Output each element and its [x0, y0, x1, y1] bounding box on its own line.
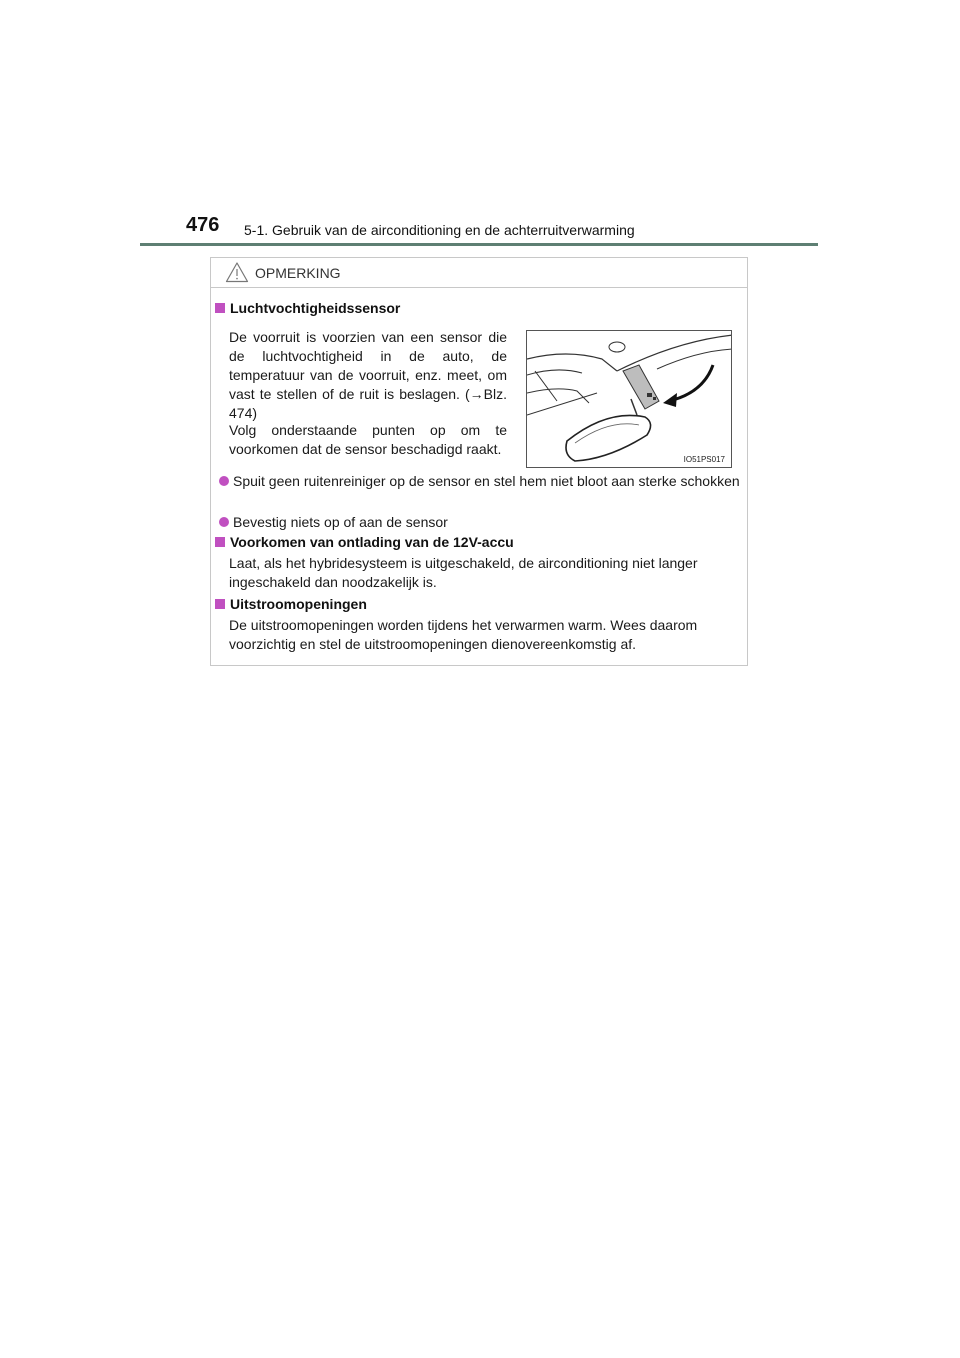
notice-box [210, 257, 748, 666]
bullet-item [215, 472, 743, 512]
header-rule [140, 243, 818, 246]
section-heading-humidity-sensor [215, 300, 400, 316]
sensor-illustration [526, 330, 732, 468]
bullet-item [215, 513, 743, 533]
bullet-text: Spuit geen ruitenreiniger op de sensor en stel hem niet bloot aan sterke schokken [233, 473, 740, 489]
section-title: Voorkomen van ontlading van de 12V-accu [230, 534, 514, 550]
paragraph-battery: Laat, als het hybridesysteem is uitgeschakeld, de airconditioning niet langer ingeschakeld dan noodzakelijk is. [229, 555, 698, 590]
figure-code: IO51PS017 [683, 455, 725, 464]
round-bullet-icon [219, 517, 229, 527]
round-bullet-icon [219, 476, 229, 486]
notice-header [211, 258, 747, 288]
square-bullet-icon [215, 537, 225, 547]
square-bullet-icon [215, 303, 225, 313]
mirror-sensor-drawing [527, 331, 732, 468]
square-bullet-icon [215, 599, 225, 609]
section-heading-battery [215, 534, 514, 550]
warning-triangle-icon [225, 261, 249, 283]
paragraph-sensor-care: Volg onderstaande punten op om te voorkomen dat de sensor beschadigd raakt. [229, 422, 507, 457]
section-title: Luchtvochtigheidssensor [230, 300, 401, 316]
chapter-title: 5-1. Gebruik van de airconditioning en de achterruitverwarming [244, 222, 635, 238]
section-title: Uitstroomopeningen [230, 596, 367, 612]
bullet-text: Bevestig niets op of aan de sensor [233, 514, 448, 530]
notice-label: OPMERKING [255, 265, 341, 281]
section-heading-outlets [215, 596, 367, 612]
paragraph-outlets: De uitstroomopeningen worden tijdens het verwarmen warm. Wees daarom voorzichtig en stel de uitstroomopeningen dienovereenkomstig af. [229, 617, 698, 652]
paragraph-sensor-description: De voorruit is voorzien van een sensor die de luchtvochtigheid in de auto, de temperatuur van de voorruit, enz. meet, om vast te stellen of de ruit is beslagen. (→Blz. 474) [229, 329, 507, 421]
page-number: 476 [186, 214, 220, 236]
